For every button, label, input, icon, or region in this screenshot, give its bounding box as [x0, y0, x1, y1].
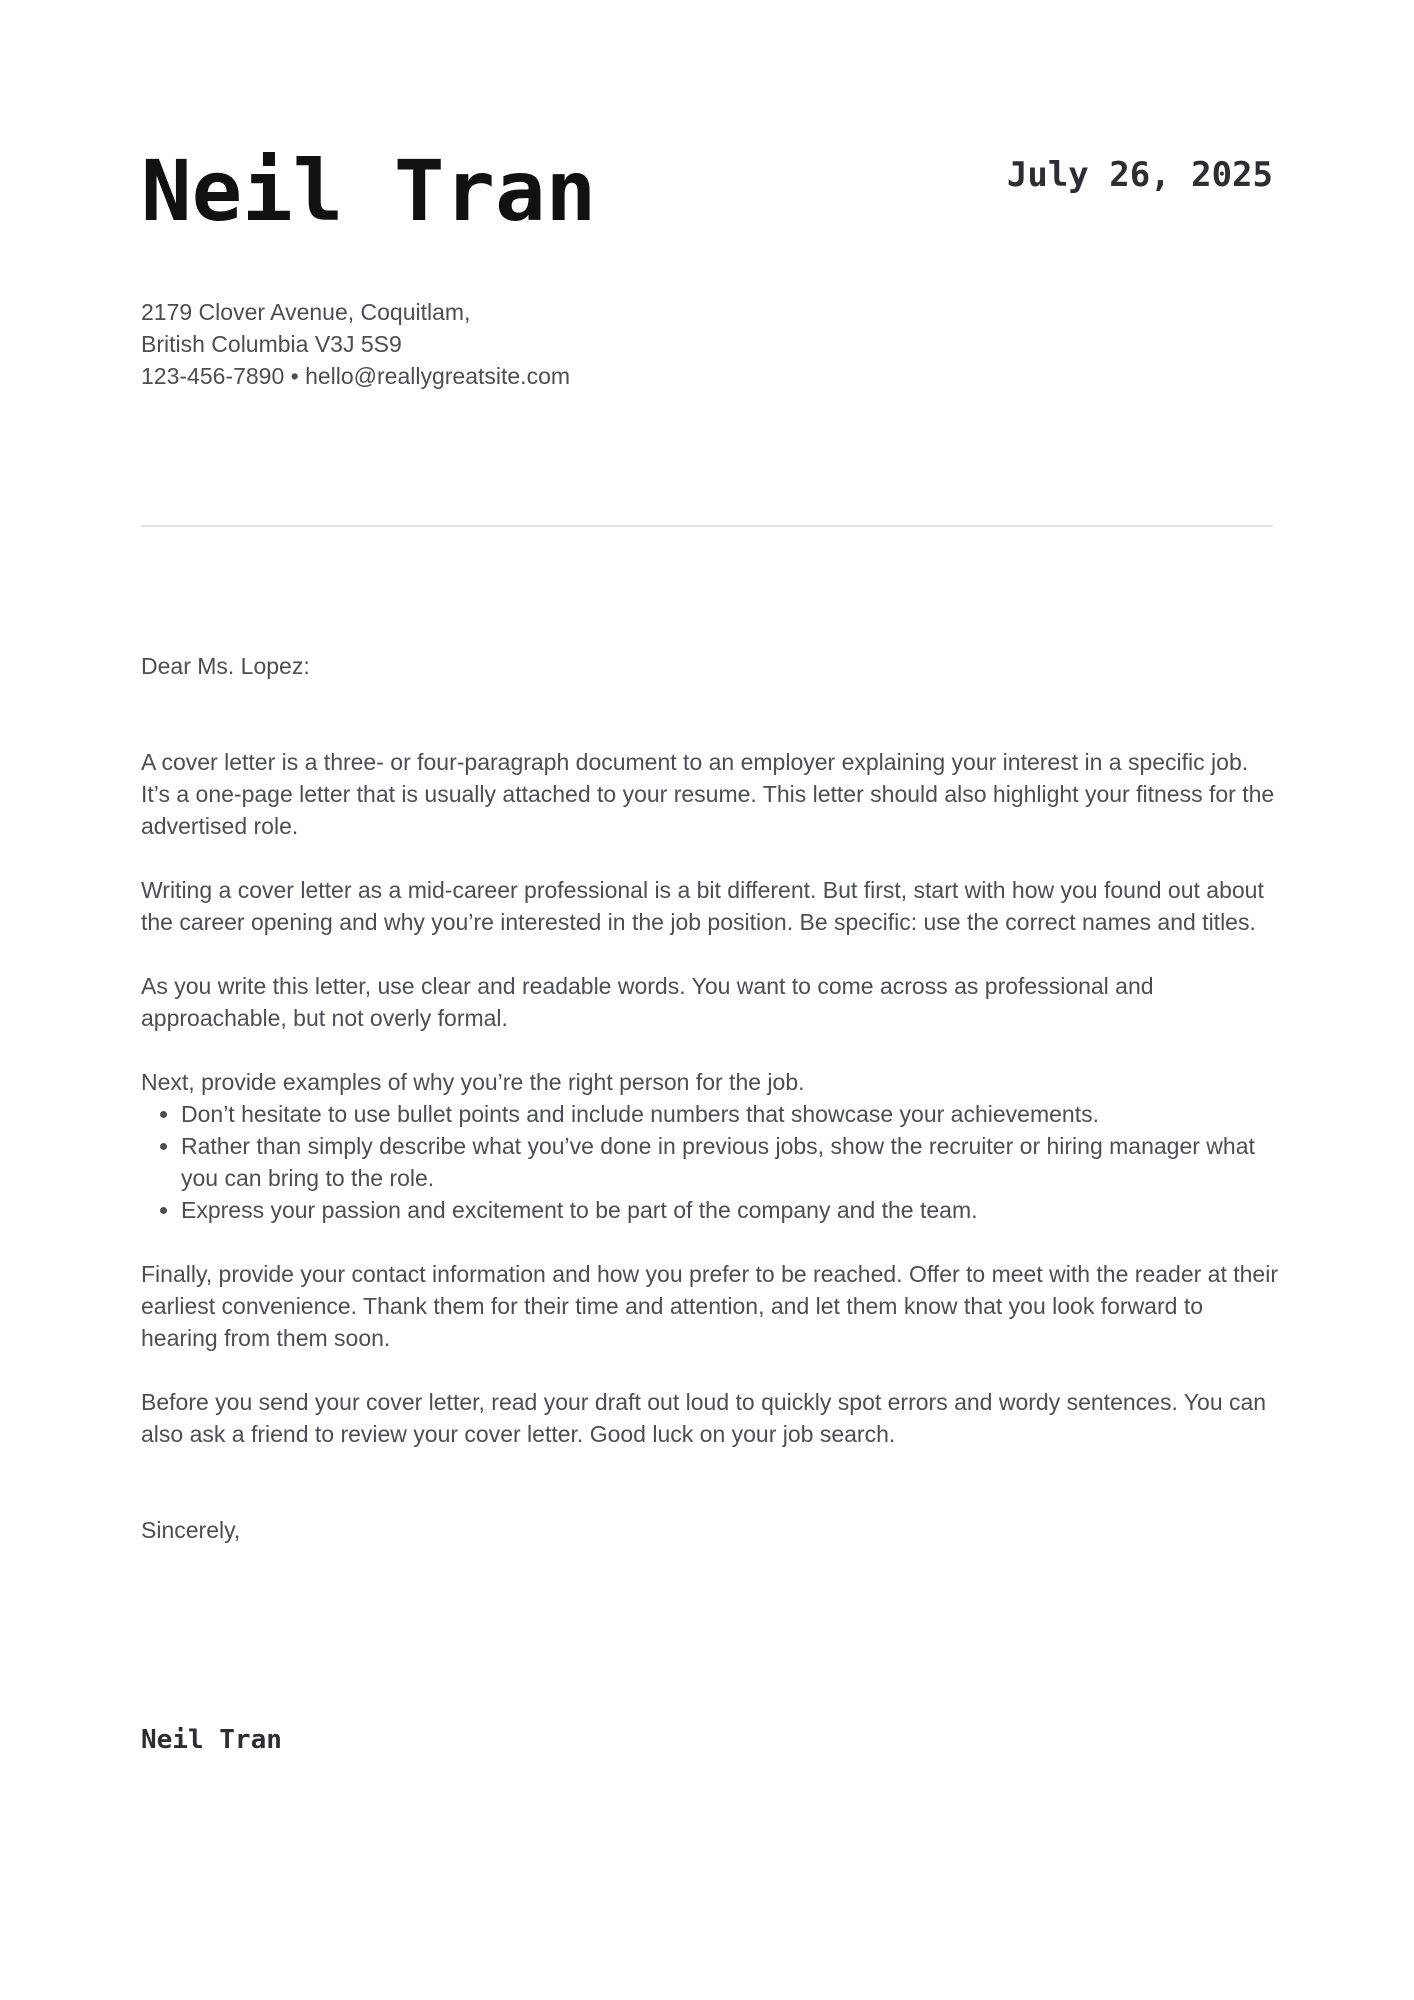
- contact-block: [141, 296, 570, 392]
- letter-body: [141, 650, 1281, 1546]
- paragraph-6: Before you send your cover letter, read your draft out loud to quickly spot errors and wordy sentences. You can also ask a friend to review your cover letter. Good luck on your job search.: [141, 1389, 1267, 1447]
- achievement-bullet-list: [141, 1098, 1281, 1226]
- address-line-1: 2179 Clover Avenue, Coquitlam,: [141, 299, 471, 325]
- bullet-item: • Don’t hesitate to use bullet points and include numbers that showcase your achievements.: [181, 1098, 1281, 1130]
- address-line-2: British Columbia V3J 5S9: [141, 331, 402, 357]
- paragraph-2: Writing a cover letter as a mid-career professional is a bit different. But first, start with how you found out about the career opening and why you’re interested in the job position. Be specific: use the correct names and titles.: [141, 877, 1264, 935]
- phone-email-line: 123-456-7890 • hello@reallygreatsite.com: [141, 363, 571, 389]
- paragraph-3: As you write this letter, use clear and readable words. You want to come across as professional and approachable, but not overly formal.: [141, 973, 1154, 1031]
- signature-name: Neil Tran: [141, 1725, 282, 1755]
- sender-name-heading: Neil Tran: [141, 142, 597, 240]
- closing: Sincerely,: [141, 1517, 241, 1543]
- header-divider: [141, 525, 1273, 527]
- paragraph-5: Finally, provide your contact information and how you prefer to be reached. Offer to meet with the reader at their earliest convenience. Thank them for their time and attention, and let them know that you look forward to hearing from them soon.: [141, 1261, 1278, 1351]
- paragraph-4: Next, provide examples of why you’re the right person for the job.: [141, 1069, 805, 1095]
- salutation: Dear Ms. Lopez:: [141, 653, 310, 679]
- letter-date: July 26, 2025: [1006, 155, 1273, 195]
- paragraph-1: A cover letter is a three- or four-paragraph document to an employer explaining your interest in a specific job. It’s a one-page letter that is usually attached to your resume. This letter should also highlight your fitness for the advertised role.: [141, 749, 1275, 839]
- bullet-item: • Rather than simply describe what you’ve done in previous jobs, show the recruiter or hiring manager what you can bring to the role.: [181, 1130, 1281, 1194]
- bullet-item: • Express your passion and excitement to be part of the company and the team.: [181, 1194, 1281, 1226]
